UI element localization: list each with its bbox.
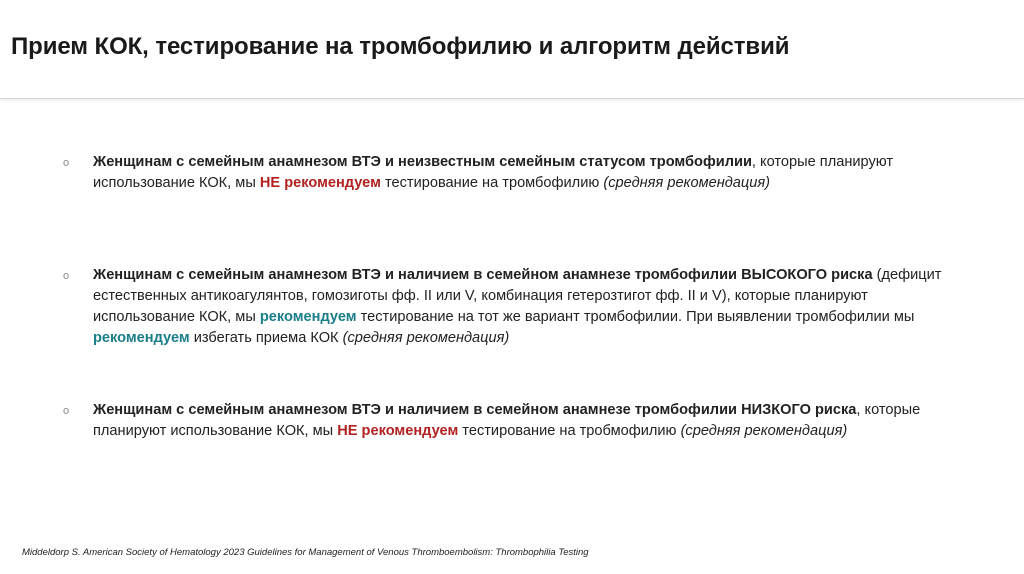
recommendation-text — [93, 152, 963, 194]
recommendation-body: тестирование на тробмофилию — [458, 423, 681, 439]
recommendation-strength: (средняя рекомендация) — [603, 175, 771, 191]
citation-footer: Middeldorp S. American Society of Hematology 2023 Guidelines for Management of Venous Thromboembolism: Thrombophilia Testing — [22, 547, 589, 558]
recommendation-subject: Женщинам с семейным анамнезом ВТЭ и наличием в семейном анамнезе тромбофилии ВЫСОКОГО риска — [93, 267, 873, 283]
bullet-marker-icon: o — [63, 405, 70, 417]
recommendation-verdict: рекомендуем — [93, 330, 190, 346]
bullet-marker-icon: o — [63, 157, 70, 169]
recommendation-verdict: НЕ рекомендуем — [337, 423, 459, 439]
recommendation-subject: Женщинам с семейным анамнезом ВТЭ и неизвестным семейным статусом тромбофилии — [93, 154, 752, 170]
slide-title: Прием КОК, тестирование на тромбофилию и алгоритм действий — [11, 33, 790, 60]
bullet-marker-icon: o — [63, 270, 70, 282]
recommendation-body: (дефицит естественных антикоагулянтов, гомозиготы фф. II или V, комбинация гетерозтигот фф. II и V), которые планируют использование КОК, мы — [93, 267, 942, 325]
title-bar — [0, 0, 1024, 99]
recommendation-verdict: рекомендуем — [259, 309, 357, 325]
recommendation-text — [93, 400, 963, 442]
recommendation-body: тестирование на тромбофилию — [380, 175, 604, 191]
recommendation-body: , которые планируют использование КОК, мы — [93, 154, 894, 191]
recommendation-verdict: НЕ рекомендуем — [259, 175, 381, 191]
recommendation-subject: Женщинам с семейным анамнезом ВТЭ и наличием в семейном анамнезе тромбофилии НИЗКОГО риска — [93, 402, 857, 418]
recommendation-strength: (средняя рекомендация) — [342, 330, 510, 346]
recommendation-body: , которые планируют использование КОК, мы — [93, 402, 921, 439]
recommendation-text — [93, 265, 963, 349]
recommendation-strength: (средняя рекомендация) — [680, 423, 848, 439]
recommendation-body: тестирование на тот же вариант тромбофилии. При выявлении тромбофилии мы — [356, 309, 915, 325]
recommendation-body: избегать приема КОК — [189, 330, 343, 346]
